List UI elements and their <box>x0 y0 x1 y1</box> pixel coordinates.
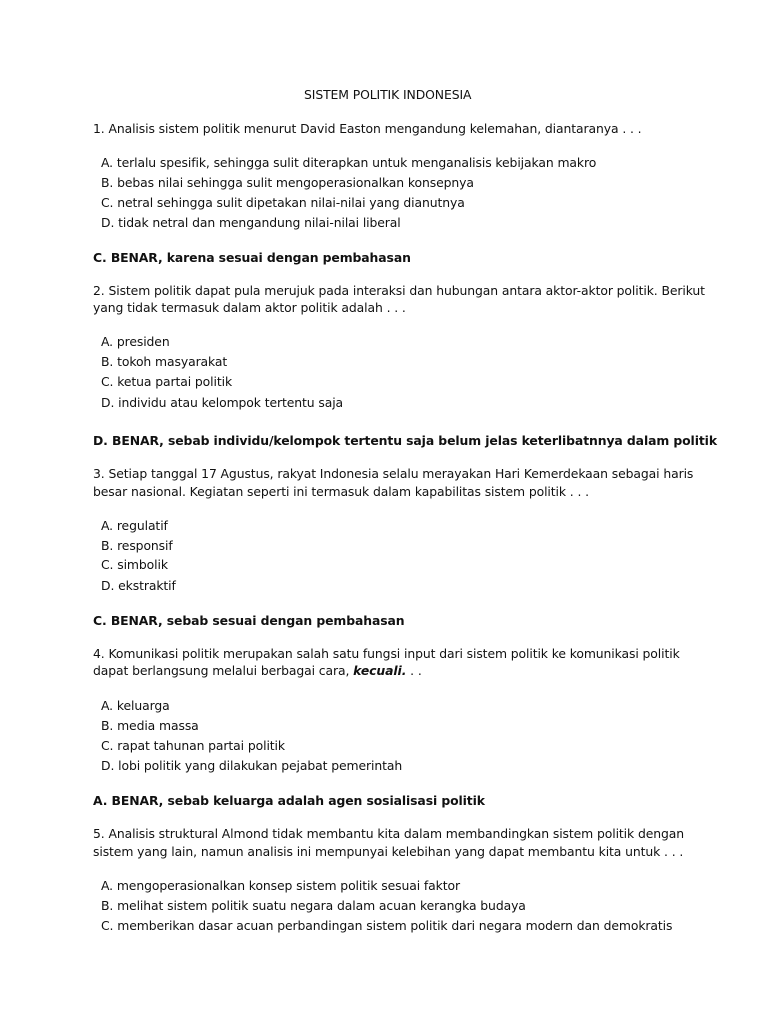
question-2-option-d: D. individu atau kelompok tertentu saja <box>101 395 344 410</box>
question-5-text-line-2: sistem yang lain, namun analisis ini mempunyai kelebihan yang dapat membantu kita untuk . . . <box>93 844 684 859</box>
question-3-option-c: C. simbolik <box>101 557 168 572</box>
page-title: SISTEM POLITIK INDONESIA <box>304 87 472 102</box>
question-2-option-c: C. ketua partai politik <box>101 374 233 389</box>
question-5-option-c: C. memberikan dasar acuan perbandingan sistem politik dari negara modern dan demokratis <box>101 918 673 933</box>
question-4-option-b: B. media massa <box>101 718 199 733</box>
question-4-text-line-1: 4. Komunikasi politik merupakan salah satu fungsi input dari sistem politik ke komunikasi politik <box>93 646 680 661</box>
question-4-option-d: D. lobi politik yang dilakukan pejabat pemerintah <box>101 758 403 773</box>
question-3-text-line-1: 3. Setiap tanggal 17 Agustus, rakyat Indonesia selalu merayakan Hari Kemerdekaan sebagai haris <box>93 466 694 481</box>
question-1-option-b: B. bebas nilai sehingga sulit mengoperasionalkan konsepnya <box>101 175 474 190</box>
question-4-text-line-2 <box>93 663 422 679</box>
question-4-answer: A. BENAR, sebab keluarga adalah agen sosialisasi politik <box>93 793 485 808</box>
question-4-option-c: C. rapat tahunan partai politik <box>101 738 285 753</box>
question-2-option-b: B. tokoh masyarakat <box>101 354 228 369</box>
question-4-option-a: A. keluarga <box>101 698 170 713</box>
question-4-text-line-2-before: dapat berlangsung melalui berbagai cara, <box>93 663 354 678</box>
question-1-option-a: A. terlalu spesifik, sehingga sulit diterapkan untuk menganalisis kebijakan makro <box>101 155 597 170</box>
question-5-option-a: A. mengoperasionalkan konsep sistem politik sesuai faktor <box>101 878 460 893</box>
question-5-text-line-1: 5. Analisis struktural Almond tidak membantu kita dalam membandingkan sistem politik dengan <box>93 826 684 841</box>
question-4-text-line-2-after: . . <box>406 663 422 678</box>
question-2-answer: D. BENAR, sebab individu/kelompok tertentu saja belum jelas keterlibatnnya dalam politik <box>93 433 717 448</box>
question-3-text-line-2: besar nasional. Kegiatan seperti ini termasuk dalam kapabilitas sistem politik . . . <box>93 484 589 499</box>
question-1-answer: C. BENAR, karena sesuai dengan pembahasan <box>93 250 411 265</box>
question-2-text-line-1: 2. Sistem politik dapat pula merujuk pada interaksi dan hubungan antara aktor-aktor politik. Berikut <box>93 283 705 298</box>
question-3-answer: C. BENAR, sebab sesuai dengan pembahasan <box>93 613 405 628</box>
question-4-emphasis: kecuali. <box>353 663 407 678</box>
question-2-text-line-2: yang tidak termasuk dalam aktor politik adalah . . . <box>93 300 406 315</box>
question-1-option-c: C. netral sehingga sulit dipetakan nilai-nilai yang dianutnya <box>101 195 465 210</box>
question-5-option-b: B. melihat sistem politik suatu negara dalam acuan kerangka budaya <box>101 898 526 913</box>
question-2-option-a: A. presiden <box>101 334 170 349</box>
question-3-option-d: D. ekstraktif <box>101 578 176 593</box>
question-3-option-b: B. responsif <box>101 538 173 553</box>
question-1-text: 1. Analisis sistem politik menurut David Easton mengandung kelemahan, diantaranya . . . <box>93 121 642 136</box>
question-1-option-d: D. tidak netral dan mengandung nilai-nilai liberal <box>101 215 401 230</box>
question-3-option-a: A. regulatif <box>101 518 168 533</box>
